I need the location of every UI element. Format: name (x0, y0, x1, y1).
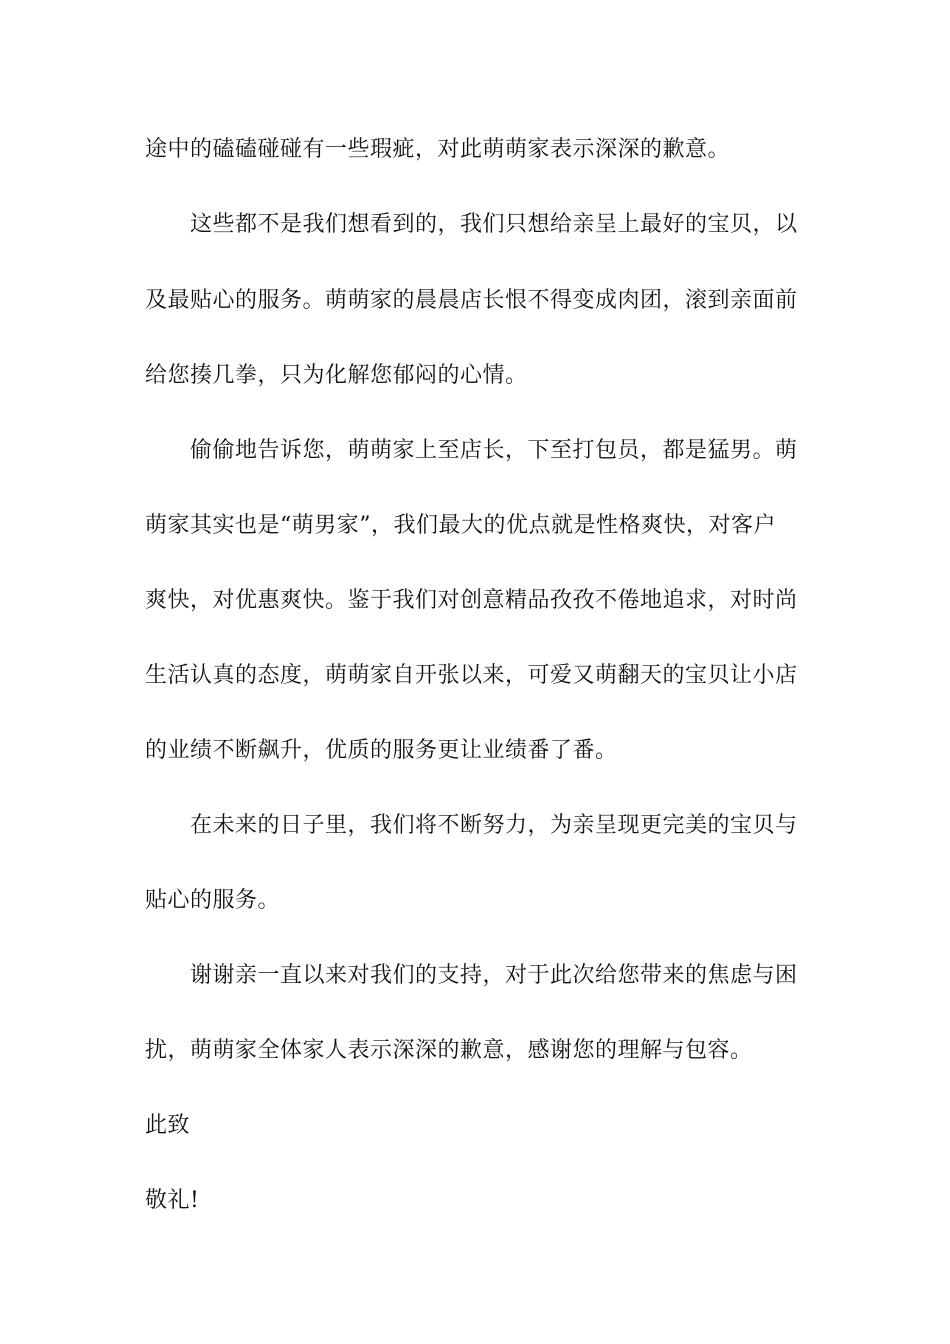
text-line: 途中的磕磕碰碰有一些瑕疵，对此萌萌家表示深深的歉意。 (145, 137, 731, 162)
text-line: 生活认真的态度，萌萌家自开张以来，可爱又萌翻天的宝贝让小店 (145, 663, 798, 688)
text-line: 爽快，对优惠爽快。鉴于我们对创意精品孜孜不倦地追求，对时尚 (145, 588, 798, 613)
paragraph-start-line: 这些都不是我们想看到的，我们只想给亲呈上最好的宝贝，以 (190, 212, 798, 237)
text-line: 给您揍几拳，只为化解您郁闷的心情。 (145, 363, 528, 388)
text-line: 的业绩不断飙升，优质的服务更让业绩番了番。 (145, 738, 618, 763)
text-line: 及最贴心的服务。萌萌家的晨晨店长恨不得变成肉团，滚到亲面前 (145, 288, 798, 313)
closing-line: 此致 (145, 1113, 191, 1138)
paragraph-start-line: 谢谢亲一直以来对我们的支持，对于此次给您带来的焦虑与困 (190, 963, 798, 988)
paragraph-start-line: 在未来的日子里，我们将不断努力，为亲呈现更完美的宝贝与 (190, 813, 798, 838)
paragraph-start-line: 偷偷地告诉您，萌萌家上至店长，下至打包员，都是猛男。萌 (190, 438, 798, 463)
salutation-line: 敬礼! (145, 1188, 200, 1213)
text-line: 贴心的服务。 (145, 888, 281, 913)
text-line: 扰，萌萌家全体家人表示深深的歉意，感谢您的理解与包容。 (145, 1038, 753, 1063)
text-line: 萌家其实也是“萌男家”，我们最大的优点就是性格爽快，对客户 (145, 513, 776, 538)
